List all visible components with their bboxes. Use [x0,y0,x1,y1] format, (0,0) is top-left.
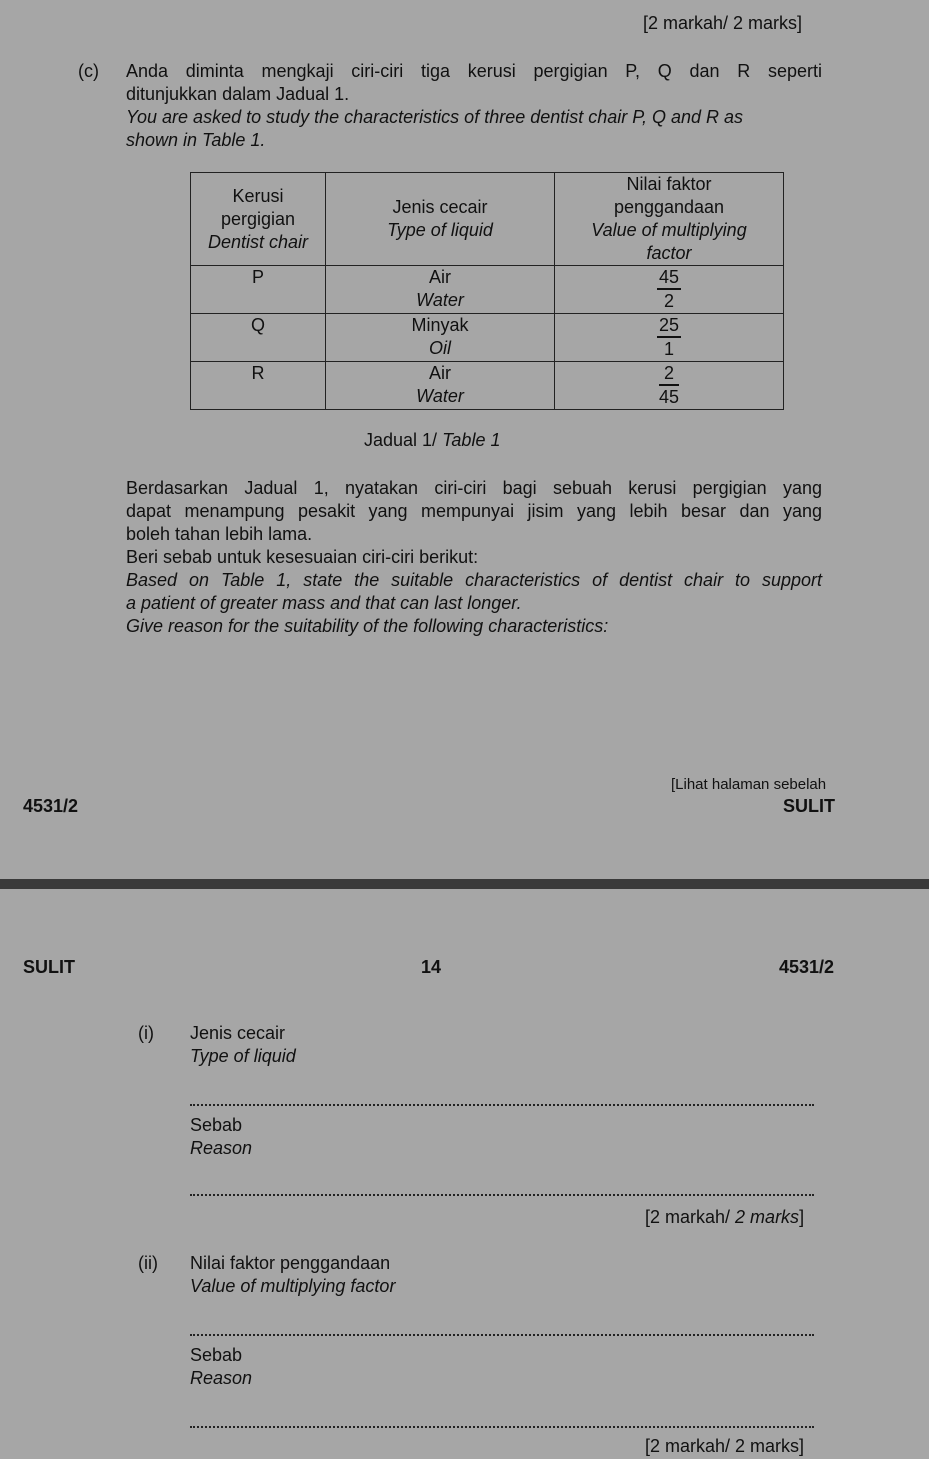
header-col3-en1: Value of multiplying [591,220,747,240]
page-divider [0,879,929,889]
header-multiplying-factor [555,173,784,266]
part-ii-label: (ii) [138,1253,158,1273]
header-code: 4531/2 [779,957,835,977]
row-factor [555,362,784,410]
header-col3-ms2: penggandaan [613,197,725,217]
row-liquid-en: Water [416,386,464,406]
header-col3-en2: factor [646,243,692,263]
row-liquid-en: Water [416,290,464,310]
row-liquid-ms: Air [429,267,451,287]
factor-fraction [657,266,681,312]
header-col1-ms2: pergigian [220,208,296,229]
header-col2-en: Type of liquid [387,220,493,240]
question-en-line1: You are asked to study the characteristics of three dentist chair P, Q and R as [126,107,744,127]
row-liquid-en: Oil [429,338,451,358]
instruction-ms-line2: dapat menampung pesakit yang mempunyai jisim yang lebih besar dan yang [126,501,822,521]
header-col3-ms1: Nilai faktor [626,174,712,194]
header-col1-ms1: Kerusi [232,185,284,206]
part-ii-title-ms: Nilai faktor penggandaan [190,1253,391,1273]
question-ms-line2: ditunjukkan dalam Jadual 1. [126,84,350,104]
question-ms-line1: Anda diminta mengkaji ciri-ciri tiga kerusi pergigian P, Q dan R seperti [126,61,822,81]
row-factor [555,314,784,362]
row-liquid [326,266,555,314]
table-1 [190,172,784,410]
header-sulit: SULIT [23,957,75,977]
answer-line-ii-reason [190,1426,814,1428]
part-i-marks-prefix: [2 markah/ [645,1207,736,1227]
row-chair: R [191,362,326,410]
row-liquid [326,314,555,362]
question-label: (c) [78,61,99,81]
part-i-marks-italic: 2 marks [735,1207,800,1227]
row-chair: Q [191,314,326,362]
instruction-ms-line3: boleh tahan lebih lama. [126,524,313,544]
factor-denominator: 45 [658,387,680,407]
caption-en: Table 1 [442,430,501,450]
answer-line-ii-factor [190,1334,814,1336]
factor-numerator: 45 [657,266,681,290]
instruction-en-line2: a patient of greater mass and that can last longer. [126,593,522,613]
factor-denominator: 1 [663,339,674,359]
table-row [191,266,784,314]
caption-ms: Jadual 1/ [364,430,438,450]
instruction-en-line3: Give reason for the suitability of the following characteristics: [126,616,609,636]
table-header-row [191,173,784,266]
answer-line-i-liquid [190,1104,814,1106]
answer-line-i-reason [190,1194,814,1196]
part-ii-reason-en: Reason [190,1368,253,1388]
row-chair: P [191,266,326,314]
part-i-marks-suffix: ] [799,1207,805,1227]
header-page-number: 14 [421,957,442,977]
instruction-ms-line4: Beri sebab untuk kesesuaian ciri-ciri berikut: [126,547,479,567]
factor-fraction [659,362,679,408]
row-liquid-ms: Minyak [411,315,469,335]
part-i-title-en: Type of liquid [190,1046,296,1066]
instruction-ms-line1: Berdasarkan Jadual 1, nyatakan ciri-ciri bagi sebuah kerusi pergigian yang [126,478,822,498]
footer-sulit: SULIT [783,796,835,816]
factor-fraction [657,314,681,360]
factor-numerator: 2 [659,362,679,386]
part-i-marks [645,1206,804,1229]
part-i-label: (i) [138,1023,154,1043]
turn-over-note: [Lihat halaman sebelah [671,776,827,793]
part-i-reason-en: Reason [190,1138,253,1158]
table-row [191,362,784,410]
instruction-en-line1: Based on Table 1, state the suitable characteristics of dentist chair to support [126,570,822,590]
factor-denominator: 2 [663,291,674,311]
question-en-line2: shown in Table 1. [126,130,266,150]
table-row [191,314,784,362]
footer-code: 4531/2 [23,796,79,816]
row-liquid-ms: Air [429,363,451,383]
part-ii-title-en: Value of multiplying factor [190,1276,396,1296]
factor-numerator: 25 [657,314,681,338]
part-ii-reason-ms: Sebab [190,1345,243,1365]
part-ii-marks: [2 markah/ 2 marks] [645,1436,805,1456]
row-factor [555,266,784,314]
header-col2-ms: Jenis cecair [392,197,488,217]
header-type-of-liquid [326,173,555,266]
header-col1-en: Dentist chair [207,231,309,252]
top-marks: [2 markah/ 2 marks] [643,13,803,33]
table-caption [364,429,500,452]
header-dentist-chair [191,173,326,266]
part-i-reason-ms: Sebab [190,1115,243,1135]
row-liquid [326,362,555,410]
part-i-title-ms: Jenis cecair [190,1023,286,1043]
